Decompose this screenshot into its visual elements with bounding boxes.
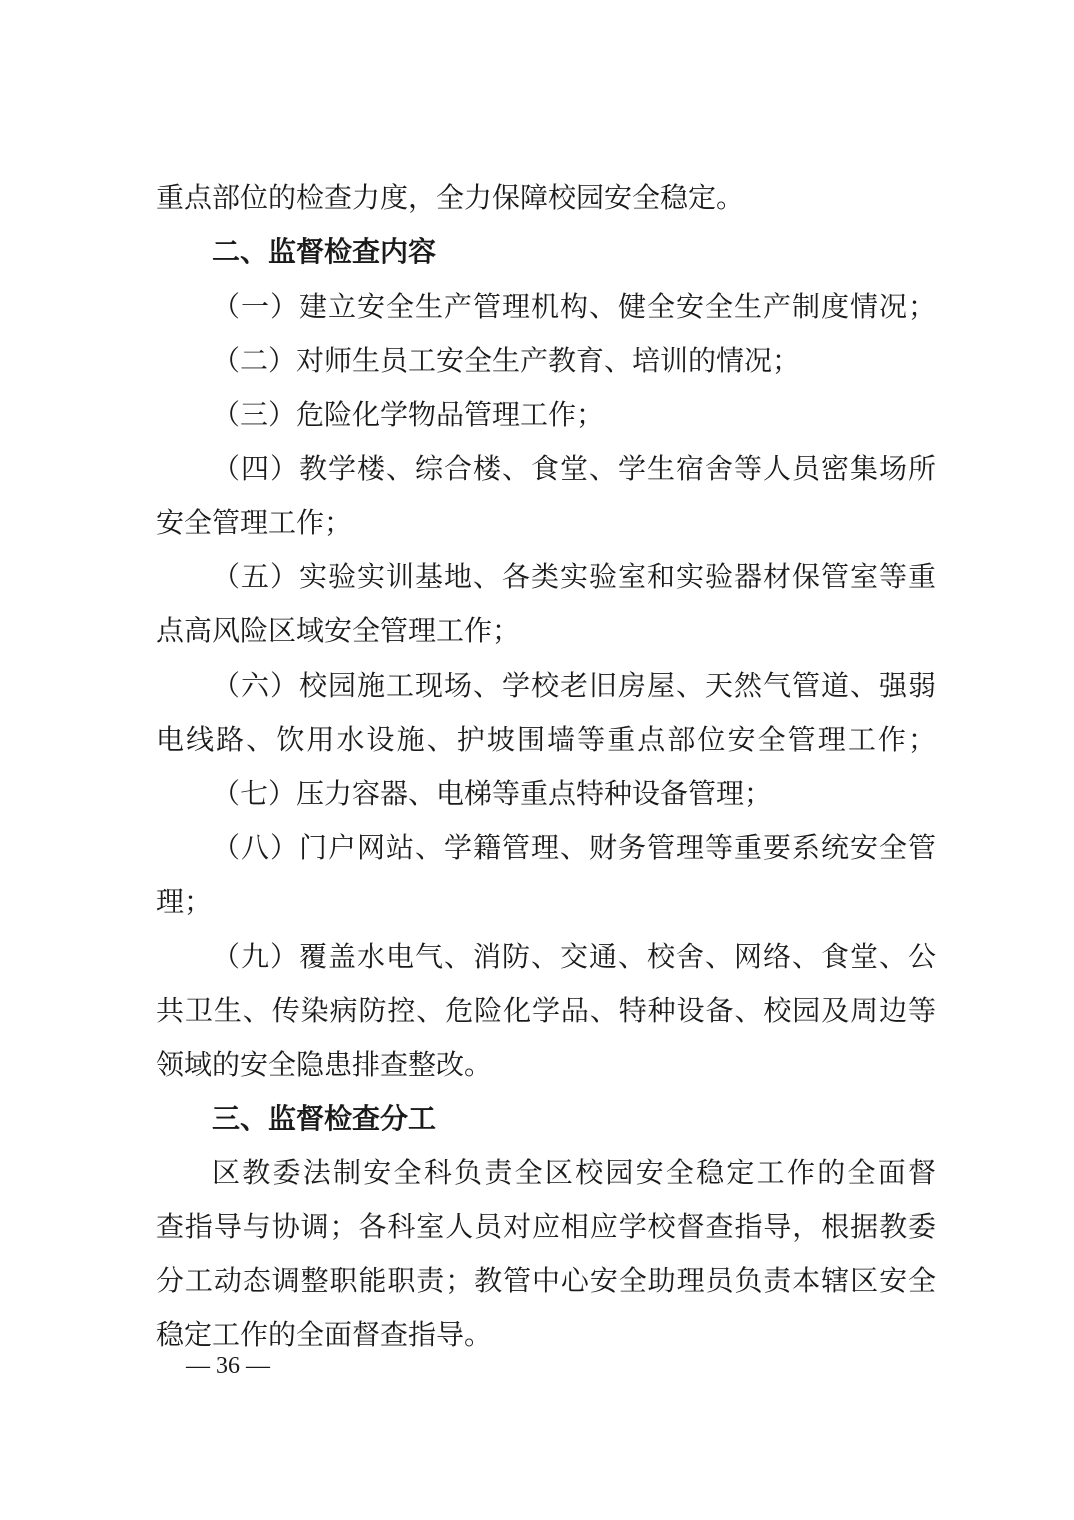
list-item-4-continued: 安全管理工作； bbox=[156, 506, 353, 539]
paragraph-line: 区教委法制安全科负责全区校园安全稳定工作的全面督 bbox=[212, 1156, 936, 1189]
list-item-9: （九）覆盖水电气、消防、交通、校舍、网络、食堂、公 bbox=[212, 940, 936, 973]
paragraph-line: 分工动态调整职能职责；教管中心安全助理员负责本辖区安全 bbox=[156, 1264, 936, 1297]
paragraph-line: 查指导与协调；各科室人员对应相应学校督查指导，根据教委 bbox=[156, 1210, 936, 1243]
list-item-3: （三）危险化学物品管理工作； bbox=[212, 398, 605, 431]
list-item-6: （六）校园施工现场、学校老旧房屋、天然气管道、强弱 bbox=[212, 669, 936, 702]
list-item-2: （二）对师生员工安全生产教育、培训的情况； bbox=[212, 344, 801, 377]
section-heading-3: 三、监督检查分工 bbox=[212, 1102, 437, 1135]
page-number: — 36 — bbox=[186, 1353, 270, 1379]
list-item-6-continued: 电线路、饮用水设施、护坡围墙等重点部位安全管理工作； bbox=[156, 723, 936, 756]
list-item-9-continued: 共卫生、传染病防控、危险化学品、特种设备、校园及周边等 bbox=[156, 994, 936, 1027]
body-line: 重点部位的检查力度，全力保障校园安全稳定。 bbox=[156, 181, 745, 214]
list-item-8-continued: 理； bbox=[156, 885, 213, 918]
list-item-4: （四）教学楼、综合楼、食堂、学生宿舍等人员密集场所 bbox=[212, 452, 936, 485]
paragraph-line: 稳定工作的全面督查指导。 bbox=[156, 1318, 493, 1351]
list-item-1: （一）建立安全生产管理机构、健全安全生产制度情况； bbox=[212, 290, 936, 323]
list-item-8: （八）门户网站、学籍管理、财务管理等重要系统安全管 bbox=[212, 831, 936, 864]
list-item-9-continued-2: 领域的安全隐患排查整改。 bbox=[156, 1048, 493, 1081]
list-item-5-continued: 点高风险区域安全管理工作； bbox=[156, 614, 521, 647]
section-heading-2: 二、监督检查内容 bbox=[212, 235, 437, 268]
list-item-5: （五）实验实训基地、各类实验室和实验器材保管室等重 bbox=[212, 560, 936, 593]
list-item-7: （七）压力容器、电梯等重点特种设备管理； bbox=[212, 777, 773, 810]
